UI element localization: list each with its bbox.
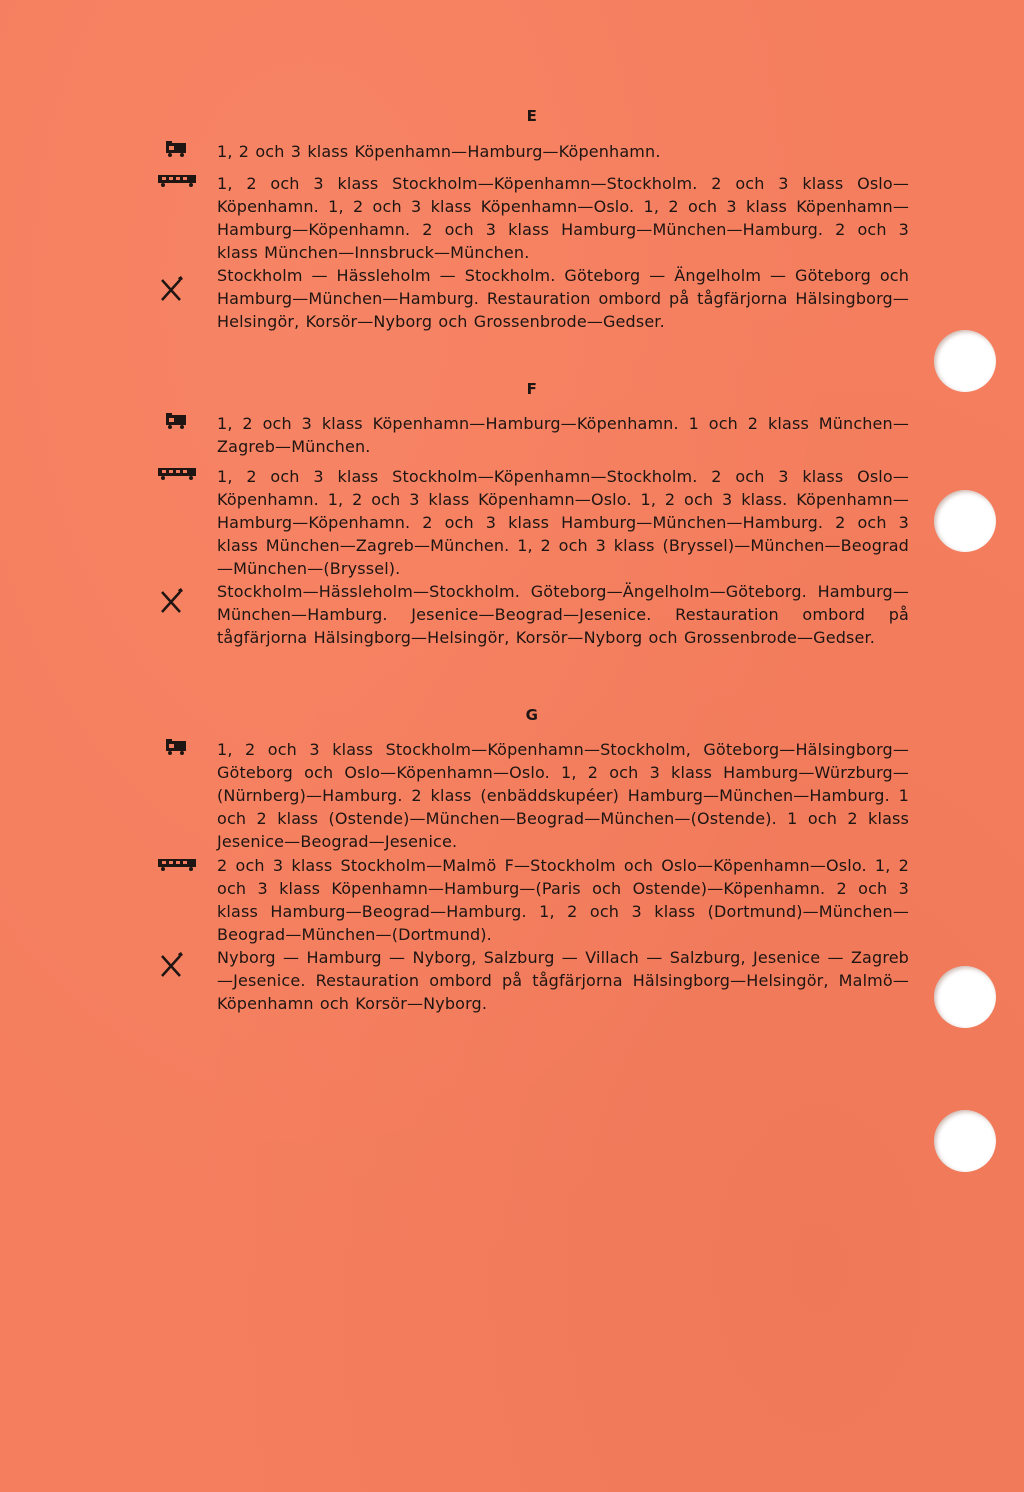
entry-e-couchette-car: 1, 2 och 3 klass Stockholm—Köpenhamn—Stockholm. 2 och 3 klass Oslo—Köpenhamn. 1, 2 och 3 klass Köpenhamn—Oslo. 1, 2 och 3 klass Köpenhamn—Hamburg—Köpenhamn. 2 och 3 klass Hamburg—München—Hamburg. 2 och 3 klass München—Innsbruck—München. — [217, 174, 909, 262]
entry-f-couchette-car: 1, 2 och 3 klass Stockholm—Köpenhamn—Stockholm. 2 och 3 klass Oslo—Köpenhamn. 1, 2 och 3 klass Köpenhamn—Oslo. 1, 2 och 3 klass. Köpenhamn—Hamburg—Köpenhamn. 2 och 3 klass Hamburg—München—Hamburg. 2 och 3 klass München—Zagreb—München. 1, 2 och 3 klass (Bryssel)—München—Beograd—München—(Bryssel). — [217, 467, 909, 578]
sleeping-car-icon — [152, 736, 208, 758]
punch-hole — [934, 490, 996, 552]
section-letter-f: F — [526, 380, 538, 398]
couchette-car-icon — [152, 852, 208, 874]
dining-fork-knife-icon — [152, 950, 208, 980]
dining-fork-knife-icon — [152, 274, 208, 304]
section-letter-g: G — [525, 706, 539, 724]
couchette-car-icon — [152, 461, 208, 483]
entry-e-sleeping-car: 1, 2 och 3 klass Köpenhamn—Hamburg—Köpenhamn. — [217, 142, 661, 161]
entry-g-sleeping-car: 1, 2 och 3 klass Stockholm—Köpenhamn—Stockholm, Göteborg—Hälsingborg—Göteborg och Oslo—Köpenhamn—Oslo. 1, 2 och 3 klass Hamburg—Würzburg—(Nürnberg)—Hamburg. 2 klass (enbäddskupéer) Hamburg—München—Hamburg. 1 och 2 klass (Ostende)—München—Beograd—München—(Ostende). 1 och 2 klass Jesenice—Beograd—Jesenice. — [217, 740, 909, 851]
entry-f-dining: Stockholm—Hässleholm—Stockholm. Göteborg—Ängelholm—Göteborg. Hamburg—München—Hamburg. Jesenice—Beograd—Jesenice. Restauration ombord på tågfärjorna Hälsingborg—Helsingör, Korsör—Nyborg och Grossenbrode—Gedser. — [217, 582, 909, 647]
punch-hole — [934, 1110, 996, 1172]
punch-hole — [934, 330, 996, 392]
sleeping-car-icon — [152, 138, 208, 160]
section-letter-e: E — [526, 107, 538, 125]
entry-g-couchette-car: 2 och 3 klass Stockholm—Malmö F—Stockholm och Oslo—Köpenhamn—Oslo. 1, 2 och 3 klass Köpenhamn—Hamburg—(Paris och Ostende)—Köpenhamn. 2 och 3 klass Hamburg—Beograd—Hamburg. 1, 2 och 3 klass (Dortmund)—München—Beograd—München—(Dortmund). — [217, 856, 909, 944]
dining-fork-knife-icon — [152, 586, 208, 616]
punch-hole — [934, 966, 996, 1028]
entry-f-sleeping-car: 1, 2 och 3 klass Köpenhamn—Hamburg—Köpenhamn. 1 och 2 klass München—Zagreb—München. — [217, 414, 909, 456]
couchette-car-icon — [152, 168, 208, 190]
entry-e-dining: Stockholm — Hässleholm — Stockholm. Göteborg — Ängelholm — Göteborg och Hamburg—München—Hamburg. Restauration ombord på tågfärjorna Hälsingborg—Helsingör, Korsör—Nyborg och Grossenbrode—Gedser. — [217, 266, 909, 331]
entry-g-dining: Nyborg — Hamburg — Nyborg, Salzburg — Villach — Salzburg, Jesenice — Zagreb—Jesenice. Restauration ombord på tågfärjorna Hälsingborg—Helsingör, Malmö—Köpenhamn och Korsör—Nyborg. — [217, 948, 909, 1013]
sleeping-car-icon — [152, 410, 208, 432]
